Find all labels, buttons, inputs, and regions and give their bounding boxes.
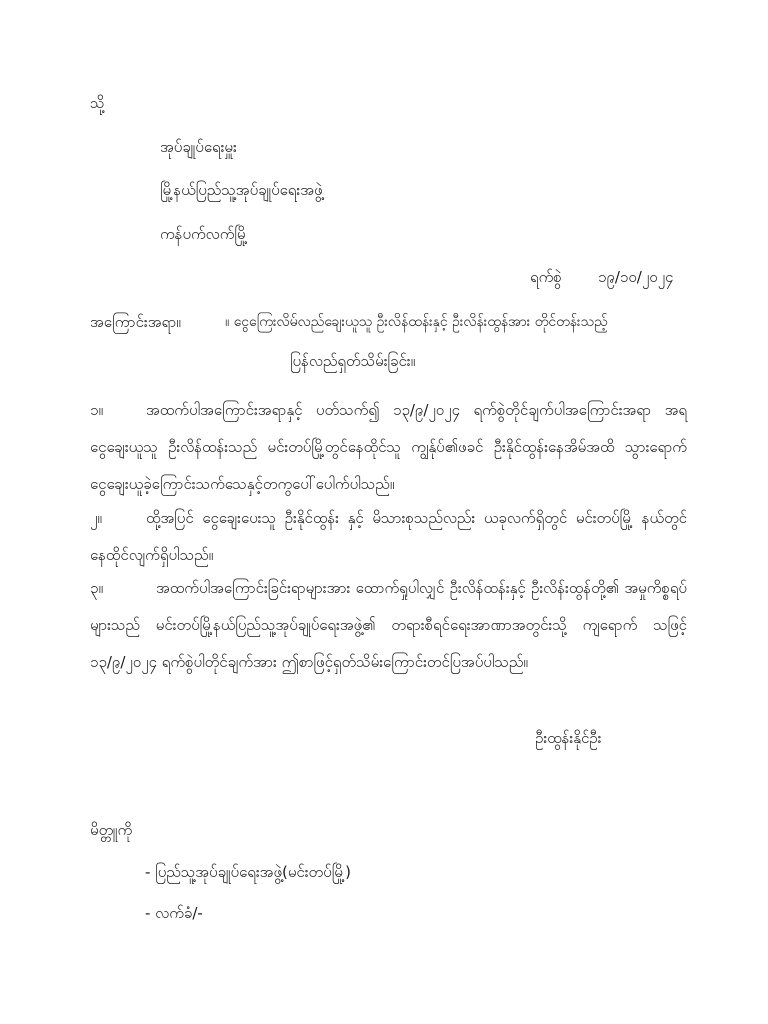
cc-item: - လက်ခံ/- <box>145 904 203 922</box>
to-label: သို့ <box>90 94 105 112</box>
date-label: ရက်စွဲ <box>530 268 562 286</box>
subject-line-2: ပြန်လည်ရှတ်သိမ်းခြင်း။ <box>290 352 416 370</box>
paragraph-number: ၃။ <box>90 579 103 597</box>
recipient-line-3: ကန်ပက်လက်မြို့ <box>160 225 248 243</box>
paragraph-1 <box>90 392 687 503</box>
signature-name: ဦးထွန်းနိုင်ဦး <box>535 729 602 747</box>
subject-label: အကြောင်းအရာ။ <box>90 313 181 331</box>
recipient-line-1: အုပ်ချုပ်ရေးမှူး <box>160 138 237 156</box>
paragraph-3 <box>90 570 687 681</box>
paragraph-number: ၁။ <box>90 401 103 419</box>
date-value: ၁၉/၁၀/၂၀၂၄ <box>598 268 674 286</box>
subject-line-1: ။ ငွေကြေးလိမ်လည်ချေးယူသူ ဦးလိန်ထန်းနှင့် ဦးလိန်းထွန်အား တိုင်တန်းသည့် <box>225 314 608 330</box>
cc-item: - ပြည်သူ့အုပ်ချုပ်ရေးအဖွဲ့(မင်းတပ်မြို့) <box>145 863 351 881</box>
paragraph-text: အထက်ပါအကြောင်းခြင်းရာများအား ထောက်ရှုပါလျှင် ဦးလိန်ထန်းနှင့် ဦးလိန်းထွန်တို့၏ အမှုကိစ္စရပ်များသည် မင်းတပ်မြို့နယ်ပြည်သူ့အုပ်ချုပ်ရေးအဖွဲ့၏ တရားစီရင်ရေးအာဏာအတွင်းသို့ ကျရောက် သဖြင့် ၁၃/၉/၂၀၂၄ ရက်စွဲပါတိုင်ချက်အား ဤစာဖြင့်ရှတ်သိမ်းကြောင်းတင်ပြအပ်ပါသည်။ <box>90 579 687 671</box>
paragraph-number: ၂။ <box>90 509 102 527</box>
paragraph-text: အထက်ပါအကြောင်းအရာနှင့် ပတ်သက်၍ ၁၃/၉/၂၀၂၄ ရက်စွဲတိုင်ချက်ပါအကြောင်းအရာ အရ ငွေချေးယူသူ ဦးလိန်ထန်းသည် မင်းတပ်မြို့တွင်နေထိုင်သူ ကျွန်ုပ်၏ဖခင် ဦးနိုင်ထွန်းနေအိမ်အထိ သွားရောက် ငွေချေးယူခဲ့ကြောင်းသက်သေနှင့်တကွပေါ်ပေါက်ပါသည်။ <box>90 401 687 493</box>
paragraph-2 <box>90 500 687 574</box>
recipient-line-2: မြို့နယ်ပြည်သူ့အုပ်ချုပ်ရေးအဖွဲ့ <box>160 181 323 199</box>
cc-label: မိတ္တူကို <box>90 821 133 839</box>
paragraph-text: ထို့အပြင် ငွေချေးပေးသူ ဦးနိုင်ထွန်း နှင့် မိသားစုသည်လည်း ယခုလက်ရှိတွင် မင်းတပ်မြို့ နယ်တွင် နေထိုင်လျက်ရှိပါသည်။ <box>90 509 687 564</box>
